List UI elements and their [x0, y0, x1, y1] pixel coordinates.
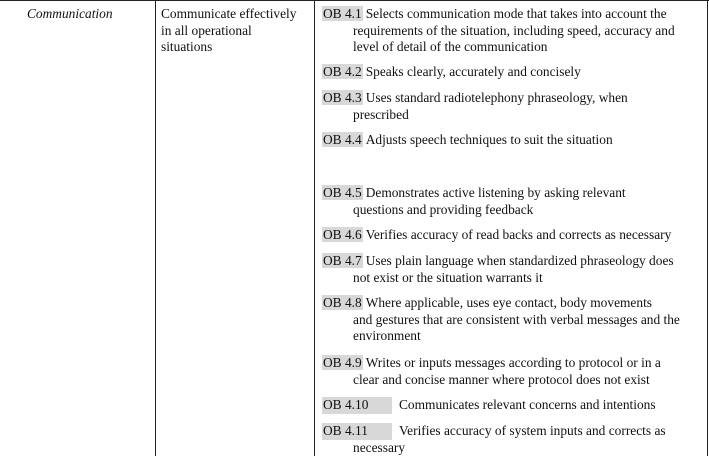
- behaviour-text: Adjusts speech techniques to suit the situation: [365, 132, 613, 147]
- behaviour-code: OB 4.9: [323, 355, 362, 370]
- behaviour-code: OB 4.10: [322, 397, 392, 414]
- behaviour-text: Verifies accuracy of read backs and corrects as necessary: [365, 227, 672, 242]
- behaviour-text-cont: prescribed: [353, 106, 409, 122]
- behaviour-item: [322, 6, 700, 56]
- behaviour-text-cont: environment: [353, 328, 421, 343]
- behaviour-item: [322, 295, 700, 345]
- description-line: in all operational: [161, 22, 252, 38]
- behaviour-code: OB 4.4: [323, 132, 362, 147]
- description-line: situations: [161, 39, 213, 54]
- behaviour-text-cont: not exist or the situation warrants it: [353, 269, 543, 285]
- behaviour-text-cont: clear and concise manner where protocol does not exist: [353, 371, 650, 387]
- behaviour-item: [322, 423, 700, 456]
- table-top-border: [0, 0, 709, 1]
- behaviour-code: OB 4.8: [323, 295, 362, 310]
- competency-description: [161, 6, 309, 56]
- column-divider-2: [314, 0, 315, 456]
- behaviour-item: [322, 64, 700, 81]
- behaviour-item: [322, 185, 700, 218]
- behaviour-code: OB 4.7: [323, 253, 362, 268]
- behaviour-text: Selects communication mode that takes into account the: [365, 6, 667, 21]
- column-divider-1: [155, 0, 156, 456]
- behaviour-item: [322, 227, 700, 244]
- behaviour-code: OB 4.11: [322, 423, 392, 440]
- behaviour-text-cont: level of detail of the communication: [353, 39, 548, 54]
- behaviour-text: Uses plain language when standardized phraseology does: [365, 253, 674, 268]
- behaviour-text: Uses standard radiotelephony phraseology, when: [365, 90, 628, 105]
- behaviour-item: [322, 355, 700, 388]
- behaviour-text: Demonstrates active listening by asking relevant: [365, 185, 626, 200]
- behaviour-item: [322, 253, 700, 286]
- behaviour-code: OB 4.1: [323, 6, 362, 21]
- behaviour-text-cont: necessary: [353, 439, 406, 455]
- behaviour-item: [322, 397, 700, 414]
- competency-name: Communication: [27, 6, 113, 21]
- description-line: Communicate effectively: [161, 6, 297, 21]
- behaviour-code: OB 4.2: [323, 64, 362, 79]
- behaviour-text-cont: questions and providing feedback: [353, 201, 534, 217]
- behaviour-text: Where applicable, uses eye contact, body movements: [365, 295, 653, 310]
- behaviour-code: OB 4.6: [323, 227, 362, 242]
- behaviour-code: OB 4.5: [323, 185, 362, 200]
- behaviour-text-cont: requirements of the situation, including speed, accuracy and: [353, 22, 675, 38]
- behaviour-text: Writes or inputs messages according to protocol or in a: [365, 355, 661, 370]
- behaviour-code: OB 4.3: [323, 90, 362, 105]
- behaviour-text: Communicates relevant concerns and intentions: [399, 397, 656, 412]
- behaviour-item: [322, 132, 700, 149]
- behaviour-item: [322, 90, 700, 123]
- behaviour-text: Speaks clearly, accurately and concisely: [365, 64, 581, 79]
- table-right-border: [707, 0, 708, 456]
- behaviour-text-cont: and gestures that are consistent with verbal messages and the: [353, 311, 680, 327]
- behaviour-text: Verifies accuracy of system inputs and corrects as: [399, 423, 666, 438]
